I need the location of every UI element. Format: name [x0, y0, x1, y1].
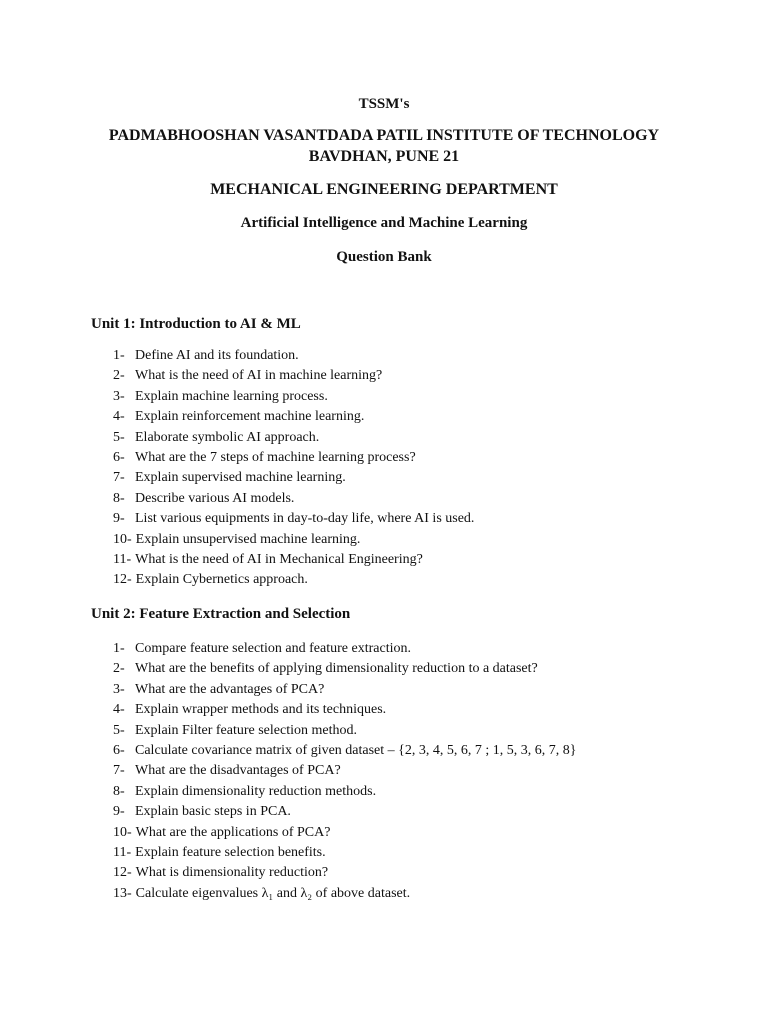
question-item: [113, 884, 733, 904]
question-text: Explain machine learning process.: [135, 388, 328, 404]
question-number: 12-: [113, 572, 132, 588]
question-number: 4-: [113, 702, 125, 718]
institute-name: PADMABHOOSHAN VASANTDADA PATIL INSTITUTE OF TECHNOLOGY: [108, 127, 660, 144]
question-number: 3-: [113, 388, 125, 404]
question-text: What is the need of AI in machine learning?: [135, 368, 383, 384]
question-text: Explain wrapper methods and its techniques.: [135, 702, 387, 718]
question-text: Explain feature selection benefits.: [135, 844, 326, 860]
question-item: [113, 700, 733, 720]
question-item: [113, 802, 733, 822]
question-text: What are the 7 steps of machine learning process?: [135, 449, 416, 465]
question-item: [113, 428, 733, 448]
question-item: [113, 863, 733, 883]
question-item: [113, 366, 733, 386]
institute-location: BAVDHAN, PUNE 21: [308, 148, 460, 165]
unit-1-title: Unit 1: Introduction to AI & ML: [91, 316, 301, 332]
question-text: Explain unsupervised machine learning.: [135, 531, 361, 547]
question-item: [113, 680, 733, 700]
question-item: [113, 468, 733, 488]
question-number: 6-: [113, 742, 125, 758]
question-text: Define AI and its foundation.: [135, 348, 299, 363]
question-item: [113, 843, 733, 863]
question-number: 7-: [113, 763, 125, 779]
question-number: 13-: [113, 885, 132, 901]
unit-2-question-list: [113, 639, 733, 904]
question-text: Calculate covariance matrix of given dataset – {2, 3, 4, 5, 6, 7 ; 1, 5, 3, 6, 7, 8}: [135, 742, 577, 758]
question-item: [113, 721, 733, 741]
question-number: 1-: [113, 641, 125, 656]
question-number: 1-: [113, 348, 125, 363]
question-item: [113, 509, 733, 529]
question-text: What are the advantages of PCA?: [135, 681, 325, 697]
document-type: Question Bank: [336, 249, 432, 265]
question-item: [113, 387, 733, 407]
question-number: 9-: [113, 511, 125, 527]
question-number: 2-: [113, 368, 125, 384]
question-number: 5-: [113, 429, 125, 445]
question-item: [113, 448, 733, 468]
question-number: 11-: [113, 551, 132, 567]
question-item: [113, 407, 733, 427]
question-text: Explain Cybernetics approach.: [135, 572, 308, 588]
question-text: Calculate eigenvalues λ₁ and λ₂ of above dataset.: [135, 885, 411, 901]
question-item: [113, 530, 733, 550]
question-item: [113, 659, 733, 679]
department-name: MECHANICAL ENGINEERING DEPARTMENT: [210, 181, 558, 198]
question-text: Describe various AI models.: [135, 490, 295, 506]
question-item: [113, 570, 733, 590]
question-text: What are the applications of PCA?: [135, 824, 331, 840]
question-text: Explain Filter feature selection method.: [135, 722, 357, 738]
question-number: 7-: [113, 470, 125, 486]
question-text: Explain basic steps in PCA.: [135, 804, 291, 820]
question-text: Explain dimensionality reduction methods.: [135, 783, 377, 799]
question-item: [113, 550, 733, 570]
question-text: Compare feature selection and feature extraction.: [135, 641, 411, 656]
question-text: Explain reinforcement machine learning.: [135, 409, 365, 425]
question-number: 6-: [113, 449, 125, 465]
question-text: Explain supervised machine learning.: [135, 470, 346, 486]
question-number: 11-: [113, 844, 132, 860]
question-text: List various equipments in day-to-day life, where AI is used.: [135, 511, 475, 527]
question-number: 3-: [113, 681, 125, 697]
question-text: What is dimensionality reduction?: [135, 865, 329, 881]
question-text: What are the benefits of applying dimensionality reduction to a dataset?: [135, 661, 538, 677]
question-text: What is the need of AI in Mechanical Engineering?: [135, 551, 423, 567]
question-text: Elaborate symbolic AI approach.: [135, 429, 320, 445]
question-number: 10-: [113, 824, 132, 840]
question-number: 9-: [113, 804, 125, 820]
unit-1-question-list: [113, 346, 733, 591]
question-item: [113, 741, 733, 761]
question-number: 5-: [113, 722, 125, 738]
question-item: [113, 489, 733, 509]
question-item: [113, 823, 733, 843]
question-item: [113, 782, 733, 802]
question-text: What are the disadvantages of PCA?: [135, 763, 341, 779]
question-number: 8-: [113, 783, 125, 799]
question-item: [113, 761, 733, 781]
question-item: [113, 639, 733, 659]
unit-2-title: Unit 2: Feature Extraction and Selection: [91, 606, 351, 622]
question-number: 12-: [113, 865, 132, 881]
subject-title: Artificial Intelligence and Machine Learning: [240, 215, 528, 231]
question-number: 8-: [113, 490, 125, 506]
question-item: [113, 346, 733, 366]
question-number: 10-: [113, 531, 132, 547]
question-number: 2-: [113, 661, 125, 677]
question-number: 4-: [113, 409, 125, 425]
trust-name: TSSM's: [358, 96, 410, 112]
